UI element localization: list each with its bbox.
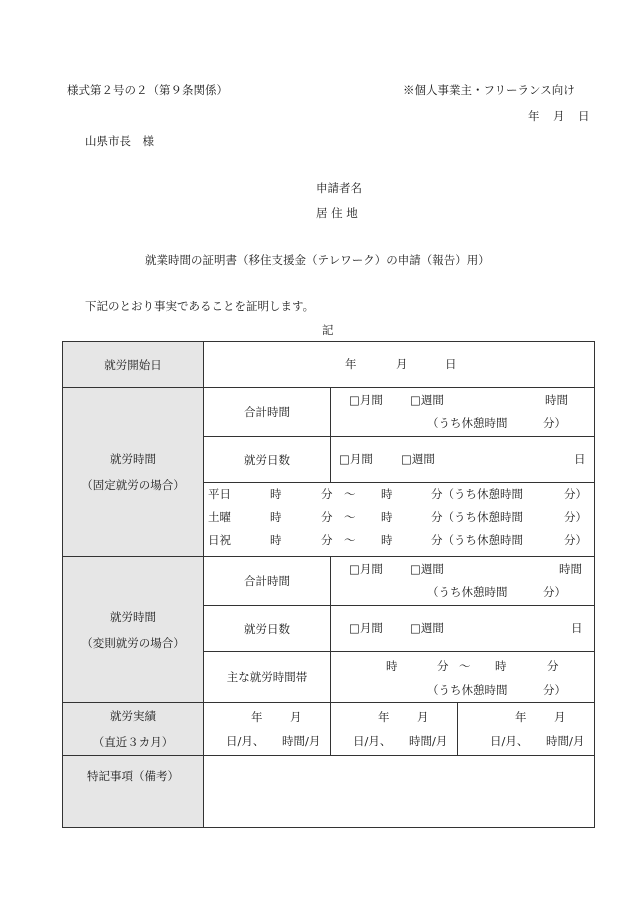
fixed-row-2-hour-end: 時 [381, 510, 393, 524]
record-2-month: 月 [417, 710, 429, 724]
record-1-month: 月 [290, 710, 302, 724]
fixed-row-1-tilde: ～ [344, 487, 356, 501]
target-note: ※個人事業主・フリーランス向け [403, 83, 575, 97]
record-3-days: 日/月、 [490, 734, 529, 748]
date-month-label: 月 [553, 109, 565, 123]
fixed-monthly-checkbox[interactable]: □月間 [349, 393, 383, 407]
main-minute-2: 分 [547, 659, 559, 673]
fixed-row-1-break-close: 分） [564, 487, 587, 501]
record-label-1: 就労実績 [110, 709, 156, 723]
fixed-row-1-hour-start: 時 [270, 487, 282, 501]
fixed-row-2-minute-start: 分 [321, 510, 333, 524]
fixed-row-1-day-label: 平日 [208, 487, 231, 501]
fixed-days-monthly-checkbox[interactable]: □月間 [339, 452, 373, 466]
fixed-row-3-minute-start: 分 [321, 533, 333, 547]
fixed-days-value[interactable] [331, 437, 595, 483]
remarks-label-text: 特記事項（備考） [87, 769, 179, 783]
main-tilde: ～ [459, 659, 471, 673]
variable-weekly-checkbox[interactable]: □週間 [410, 562, 444, 576]
record-row [63, 703, 595, 756]
variable-days-monthly-checkbox[interactable]: □月間 [349, 621, 383, 635]
variable-total-label: 合計時間 [204, 557, 331, 606]
main-break-close: 分） [543, 683, 566, 697]
fixed-break-note: （うち休憩時間 [427, 416, 508, 430]
fixed-schedule[interactable] [204, 483, 595, 557]
fixed-total-row [63, 388, 595, 437]
variable-days-value[interactable] [331, 606, 595, 652]
record-3-hours: 時間/月 [546, 734, 585, 748]
record-month-2[interactable] [331, 703, 458, 756]
fixed-row-2-tilde: ～ [344, 510, 356, 524]
variable-total-row [63, 557, 595, 606]
variable-days-unit: 日 [571, 621, 583, 635]
fixed-total-label: 合計時間 [204, 388, 331, 437]
variable-break-note: （うち休憩時間 [427, 585, 508, 599]
fixed-row-3-break-close: 分） [564, 533, 587, 547]
fixed-row-3-minute-end-break: 分（うち休憩時間 [431, 533, 523, 547]
record-1-days: 日/月、 [226, 734, 265, 748]
ki-label: 記 [322, 323, 334, 337]
fixed-row-2-day-label: 土曜 [208, 510, 231, 524]
statement: 下記のとおり事実であることを証明します。 [85, 299, 315, 313]
main-break-note: （うち休憩時間 [427, 683, 508, 697]
date-year-label: 年 [528, 109, 540, 123]
record-label [63, 703, 204, 756]
variable-total-value[interactable] [331, 557, 595, 606]
fixed-row-3-tilde: ～ [344, 533, 356, 547]
fixed-label-2: （固定就労の場合） [81, 478, 185, 492]
remarks-row [63, 756, 595, 828]
form-number: 様式第２号の２（第９条関係） [67, 83, 228, 97]
record-3-year: 年 [515, 710, 527, 724]
record-1-hours: 時間/月 [282, 734, 321, 748]
record-2-year: 年 [378, 710, 390, 724]
variable-section-label [63, 557, 204, 703]
fixed-row-2-minute-end-break: 分（うち休憩時間 [431, 510, 523, 524]
variable-days-weekly-checkbox[interactable]: □週間 [410, 621, 444, 635]
fixed-days-label: 就労日数 [204, 437, 331, 483]
start-date-label: 就労開始日 [63, 342, 204, 388]
fixed-break-close: 分） [543, 416, 566, 430]
fixed-row-1-minute-start: 分 [321, 487, 333, 501]
fixed-row-3-day-label: 日祝 [208, 533, 231, 547]
record-2-days: 日/月、 [353, 734, 392, 748]
fixed-section-label [63, 388, 204, 557]
fixed-row-2-break-close: 分） [564, 510, 587, 524]
applicant-name-label: 申請者名 [316, 181, 362, 195]
start-year-label: 年 [345, 357, 357, 371]
record-label-2: （直近３カ月） [92, 735, 174, 749]
main-hour-1: 時 [386, 659, 398, 673]
fixed-days-weekly-checkbox[interactable]: □週間 [401, 452, 435, 466]
variable-label-1: 就労時間 [110, 609, 156, 624]
document-title: 就業時間の証明書（移住支援金（テレワーク）の申請（報告）用） [145, 253, 490, 267]
fixed-row-3-hour-end: 時 [381, 533, 393, 547]
record-month-1[interactable] [204, 703, 331, 756]
certificate-table [62, 341, 595, 828]
variable-main-value[interactable] [331, 652, 595, 703]
record-month-3[interactable] [458, 703, 595, 756]
variable-break-close: 分） [543, 585, 566, 599]
variable-label-2: （変則就労の場合） [81, 635, 185, 650]
fixed-row-3-hour-start: 時 [270, 533, 282, 547]
fixed-days-unit: 日 [574, 452, 586, 466]
fixed-hours-unit: 時間 [545, 393, 568, 407]
record-2-hours: 時間/月 [409, 734, 448, 748]
start-date-value[interactable] [204, 342, 595, 388]
variable-days-label: 就労日数 [204, 606, 331, 652]
fixed-row-2-hour-start: 時 [270, 510, 282, 524]
start-date-row [63, 342, 595, 388]
main-hour-2: 時 [495, 659, 507, 673]
main-minute-1: 分 [437, 659, 449, 673]
date-day-label: 日 [578, 109, 590, 123]
remarks-value[interactable] [204, 756, 595, 828]
variable-monthly-checkbox[interactable]: □月間 [349, 562, 383, 576]
addressee: 山県市長 様 [85, 134, 154, 148]
fixed-row-1-hour-end: 時 [381, 487, 393, 501]
remarks-label [63, 756, 204, 828]
start-month-label: 月 [396, 357, 408, 371]
applicant-address-label: 居 住 地 [316, 206, 358, 220]
variable-main-label: 主な就労時間帯 [204, 652, 331, 703]
fixed-label-1: 就労時間 [110, 452, 156, 466]
variable-hours-unit: 時間 [559, 562, 582, 576]
record-3-month: 月 [554, 710, 566, 724]
start-day-label: 日 [445, 357, 457, 371]
record-1-year: 年 [251, 710, 263, 724]
fixed-weekly-checkbox[interactable]: □週間 [410, 393, 444, 407]
fixed-total-value[interactable] [331, 388, 595, 437]
fixed-row-1-minute-end-break: 分（うち休憩時間 [431, 487, 523, 501]
